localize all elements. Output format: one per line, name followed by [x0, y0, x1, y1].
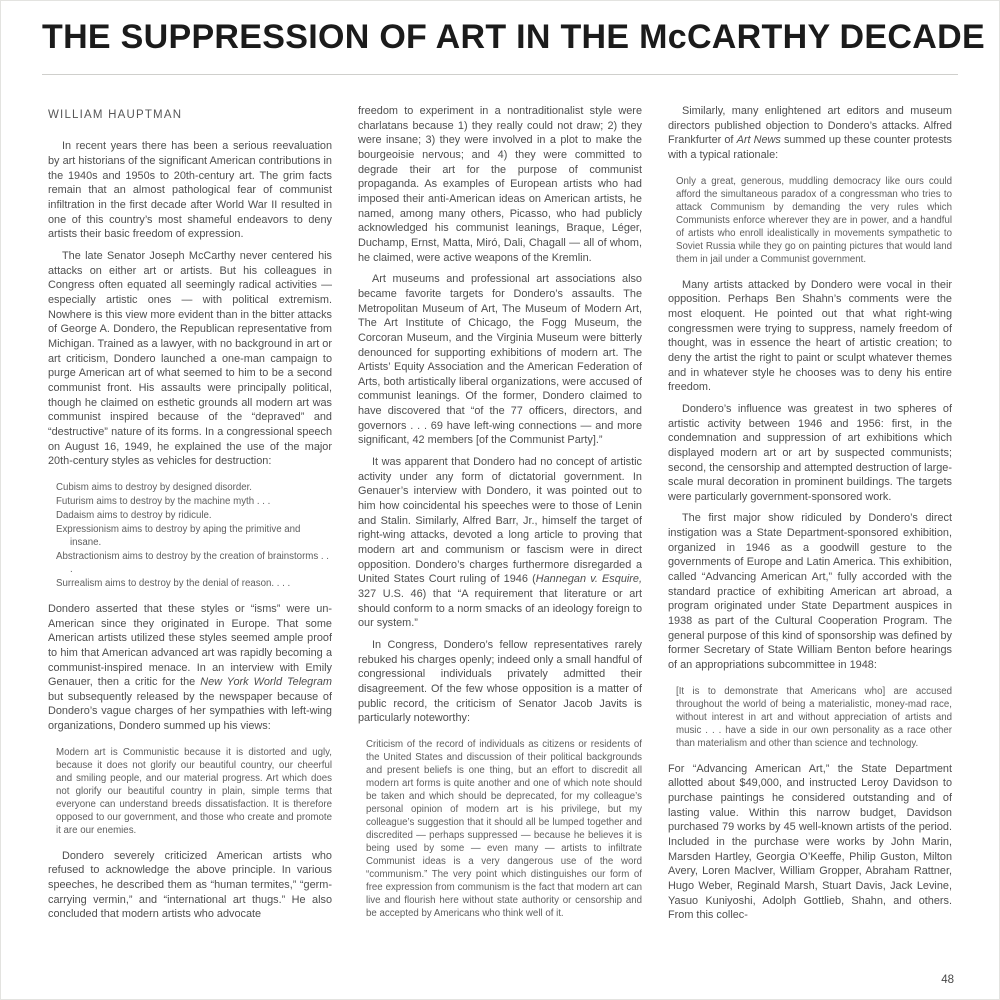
- paragraph-text: summed up these counter protests with a typical rationale:: [668, 134, 952, 161]
- quote-line: Cubism aims to destroy by designed disorder.: [56, 481, 252, 493]
- quote-line: Surrealism aims to destroy by the denial of reason. . . .: [56, 577, 291, 589]
- paragraph: Dondero severely criticized American artists who refused to acknowledge the above principle. In various speeches, he described them as “human termites,” “germ-carrying vermin,” and “international art thugs.” He also concluded that modern artists who advocate: [48, 849, 332, 921]
- page-number: 48: [941, 974, 954, 986]
- paragraph: Dondero’s influence was greatest in two spheres of artistic activity between 1946 and 1956: first, in the condemnation and suppression of art exhibitions which displayed modern art or art by suspected communists; second, the censorship and attempted destruction of large-scale mural decoration in prominent buildings. The targets were particularly government-sponsored work.: [668, 402, 952, 503]
- author-name: WILLIAM HAUPTMAN: [48, 109, 183, 121]
- paragraph: [48, 602, 332, 734]
- quote-line: Abstractionism aims to destroy by the creation of brainstorms . . .: [56, 550, 329, 575]
- column-2: [358, 104, 642, 988]
- quote-line: Futurism aims to destroy by the machine myth . . .: [56, 495, 271, 507]
- paragraph: Art museums and professional art associations also became favorite targets for Dondero’s assaults. The Metropolitan Museum of Art, The Museum of Modern Art, The Art Institute of Chicago, the Fogg Museum, the Corcoran Museum, and the Virginia Museum were bitterly denounced for supporting exhibitions of modern art. The Artists’ Equity Association and the American Federation of Arts, both artistically liberal organizations, were accused of communist leanings. Of the former, Dondero claimed to have discovered that “of the 77 officers, directors, and governors . . . 69 have left-wing connections — and more significant, 42 members [of the Communist Party].”: [358, 273, 642, 447]
- page-title: THE SUPPRESSION OF ART IN THE McCARTHY DECADE: [42, 18, 985, 56]
- paragraph: In Congress, Dondero’s fellow representatives rarely rebuked his charges openly; indeed only a small handful of congressional individuals privately admitted their disagreement. Of the few whose opposition is a matter of public record, the criticism of Senator Jacob Javits is particularly noteworthy:: [358, 638, 642, 725]
- title-rule-divider: [42, 74, 958, 75]
- column-1: [48, 104, 332, 988]
- paragraph-text: but subsequently released by the newspaper because of Dondero’s vague charges of her sympathies with left-wing organizations, Dondero summed up his views:: [48, 690, 332, 733]
- paragraph-text: Dondero asserted that these styles or “isms” were un-American since they originated in Europe. That some American artists utilized these styles seemed ample proof to him that American advanced art was rapidly becoming a communist-inspired menace. In an interview with Emily Genauer, then a critic for the: [48, 602, 332, 689]
- italic-publication-name: New York World Telegram: [200, 676, 332, 689]
- column-3: [668, 104, 952, 988]
- paragraph: Many artists attacked by Dondero were vocal in their opposition. Perhaps Ben Shahn’s comments were the most eloquent. He pointed out that what right-wing congressmen were trying to suppress, namely freedom of thought, was in essence the heart of artistic creation; to deny the artist the right to paint or sculpt whatever themes and in whatever style he chooses was to deny his entire freedom.: [668, 278, 952, 394]
- blockquote-frankfurter-rationale: Only a great, generous, muddling democracy like ours could afford the simultaneous paradox of a congressman who tries to attack Communism by demanding the very rules which Communists enforce wherever they are in power, and a handful of artists who enroll idealistically in movements sympathetic to Soviet Russia while they go on painting pictures that would land them in jail under a Communist government.: [676, 175, 952, 265]
- paragraph-text: 327 U.S. 46) that “A requirement that literature or art should conform to a norm smacks of an ideology foreign to our system.”: [358, 588, 642, 630]
- quote-line: Dadaism aims to destroy by ridicule.: [56, 509, 212, 521]
- paragraph: [668, 104, 952, 163]
- blockquote-dondero-views: Modern art is Communistic because it is distorted and ugly, because it does not glorify our beautiful country, our cheerful and smiling people, and our material progress. Art which does not glorify our beautiful country in plain, simple terms that everyone can understand breeds dissatisfaction. It is therefore opposed to our government, and those who create and promote it are our enemies.: [56, 746, 332, 836]
- paragraph: [358, 455, 642, 631]
- quote-line: Expressionism aims to destroy by aping the primitive and insane.: [56, 523, 301, 548]
- paragraph: The first major show ridiculed by Dondero’s direct instigation was a State Department-sponsored exhibition, organized in 1946 as a goodwill gesture to the governments of Europe and Latin America. This exhibition, called “Advancing American Art,” fully accorded with the standard practice of exhibiting American art abroad, a program originated under State Department auspices in 1938 as part of the Cultural Cooperation Program. The general purpose of this kind of sponsorship was defined by former Secretary of State William Benton before hearings of an appropriations subcommittee in 1948:: [668, 512, 952, 672]
- paragraph: For “Advancing American Art,” the State Department allotted about $49,000, and instructed Leroy Davidson to purchase paintings he considered outstanding and of lasting value. Within this narrow budget, Davidson purchased 79 works by 45 well-known artists of the period. Included in the purchase were works by John Marin, Marsden Hartley, Georgia O’Keeffe, Philip Guston, Milton Avery, Loren MacIver, William Gropper, Abraham Rattner, Hugo Weber, Reginald Marsh, Stuart Davis, Jack Levine, Yasuo Kuniyoshi, Adolph Gottlieb, Shahn, and others. From this collec-: [668, 762, 952, 922]
- blockquote-javits-criticism: Criticism of the record of individuals as citizens or residents of the United States and discussion of their political backgrounds and present beliefs is one thing, but an effort to discredit all modern art forms is quite another and one of which note should be taken and which should be deprecated, for my colleague’s personal opinion of modern art is his privilege, but my colleague’s suggestion that it should all be lumped together and discredited — perhaps suppressed — because he believes it is being used by some — even many — artists to infiltrate Communist ideas is a very dangerous use of the word “communism.” The very point which distinguishes our form of free expression from communism is the fact that modern art can live and flourish here without state authority or censorship and be accepted by Americans who think well of it.: [366, 738, 642, 919]
- blockquote-styles-list: [56, 481, 332, 590]
- italic-case-name: Hannegan v. Esquire,: [535, 573, 642, 586]
- paragraph: In recent years there has been a serious reevaluation by art historians of the significant American contributions in the 1940s and 1950s to 20th-century art. The grim facts remain that an almost pathological fear of communist infiltration in the first decade after World War II resulted in one of this country’s most shameful endeavors to deny artists their basic freedom of expression.: [48, 140, 332, 241]
- paragraph: The late Senator Joseph McCarthy never centered his attacks on either art or artists. But his colleagues in Congress often equated all seemingly radical activities — especially artistic ones — with political extremism. Nowhere is this view more evident than in the bitter attacks of George A. Dondero, the Republican representative from Michigan. Trained as a lawyer, with no background in art or art criticism, Dondero launched a one-man campaign to purge American art of what seemed to him to be a second communist front. His assaults were principally political, though he claimed on esthetic grounds all modern art was communist inspired because of the “depraved” and “destructive” nature of its forms. In a congressional speech on August 16, 1949, he explained the use of the major 20th-century styles as vehicles for destruction:: [48, 250, 332, 468]
- italic-publication-name: Art News: [736, 134, 781, 147]
- article-columns: [48, 104, 952, 988]
- paragraph-text: It was apparent that Dondero had no concept of artistic activity under any form of dictatorial government. In Genauer’s interview with Dondero, it was pointed out to him how coincidental his speeches were to those of Lenin and Stalin. Similarly, Alfred Barr, Jr., himself the target of right-wing attacks, devoted a long article to proving that modern art and communism or fascism were in direct opposition. Dondero’s charges furthermore disregarded a United States Court ruling of 1946 (: [358, 456, 642, 586]
- blockquote-benton-statement: [It is to demonstrate that Americans who] are accused throughout the world of being a materialistic, money-mad race, without interest in art and without appreciation of artists and music . . . have a side in our own personality as a race other than materialism and other than science and technology.: [676, 685, 952, 749]
- paragraph-text: Similarly, many enlightened art editors and museum directors published objection to Dondero’s attacks. Alfred Frankfurter of: [668, 105, 952, 147]
- paragraph: freedom to experiment in a nontraditionalist style were charlatans because 1) they really could not draw; 2) they were insane; 3) they were involved in a plot to make the bourgeoisie nervous; and 4) they were committed to degrade their art for the purpose of communist propaganda. As examples of European artists who had imposed their anti-American ideas on American artists, he named, among many others, Picasso, who had publicly acknowledged his communist leanings, Braque, Léger, Duchamp, Ernst, Matta, Miró, Dali, Chagall — all of whom, he claimed, were active weapons of the Kremlin.: [358, 105, 642, 264]
